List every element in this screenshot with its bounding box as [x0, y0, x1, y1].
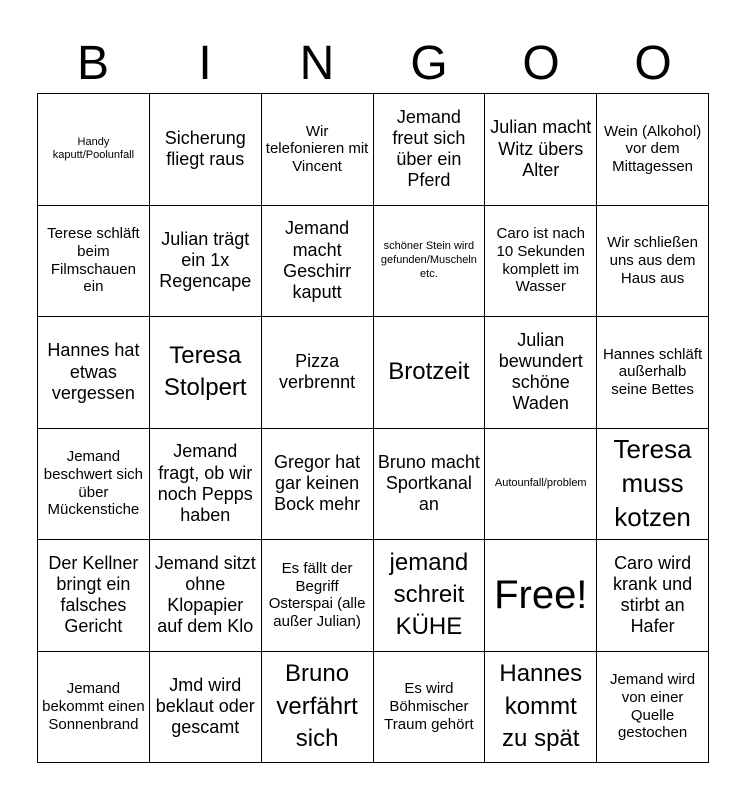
bingo-cell[interactable]: Wir telefonieren mit Vincent — [262, 94, 374, 206]
bingo-cell[interactable]: Hannes hat etwas vergessen — [38, 317, 150, 429]
header-letter-n: N — [299, 37, 335, 90]
bingo-cell[interactable]: Teresa muss kotzen — [597, 429, 709, 541]
bingo-cell[interactable]: Es fällt der Begriff Osterspai (alle außer Julian) — [262, 540, 374, 652]
bingo-cell[interactable]: Jemand sitzt ohne Klopapier auf dem Klo — [150, 540, 262, 652]
bingo-cell[interactable]: Julian macht Witz übers Alter — [485, 94, 597, 206]
bingo-cell[interactable]: schöner Stein wird gefunden/Muscheln etc. — [374, 206, 486, 318]
bingo-cell[interactable]: Sicherung fliegt raus — [150, 94, 262, 206]
bingo-cell[interactable]: Julian trägt ein 1x Regencape — [150, 206, 262, 318]
bingo-cell[interactable]: Jemand fragt, ob wir noch Pepps haben — [150, 429, 262, 541]
bingo-cell[interactable]: Wein (Alkohol) vor dem Mittagessen — [597, 94, 709, 206]
bingo-cell[interactable]: Es wird Böhmischer Traum gehört — [374, 652, 486, 764]
bingo-cell[interactable]: Gregor hat gar keinen Bock mehr — [262, 429, 374, 541]
bingo-header — [37, 34, 709, 94]
header-letter-b: B — [76, 37, 109, 90]
free-space-cell[interactable]: Free! — [485, 540, 597, 652]
bingo-cell[interactable]: Autounfall/problem — [485, 429, 597, 541]
bingo-cell[interactable]: Jemand freut sich über ein Pferd — [374, 94, 486, 206]
bingo-cell[interactable]: Jemand wird von einer Quelle gestochen — [597, 652, 709, 764]
bingo-cell[interactable]: Der Kellner bringt ein falsches Gericht — [38, 540, 150, 652]
bingo-card — [37, 93, 709, 763]
bingo-cell[interactable]: jemand schreit KÜHE — [374, 540, 486, 652]
bingo-cell[interactable]: Jemand beschwert sich über Mückenstiche — [38, 429, 150, 541]
bingo-cell[interactable]: Pizza verbrennt — [262, 317, 374, 429]
bingo-cell[interactable]: Julian bewundert schöne Waden — [485, 317, 597, 429]
bingo-cell[interactable]: Handy kaputt/Poolunfall — [38, 94, 150, 206]
bingo-cell[interactable]: Teresa Stolpert — [150, 317, 262, 429]
header-letter-g: G — [410, 37, 448, 90]
bingo-cell[interactable]: Jmd wird beklaut oder gescamt — [150, 652, 262, 764]
header-letter-o: O — [522, 37, 560, 90]
bingo-cell[interactable]: Wir schließen uns aus dem Haus aus — [597, 206, 709, 318]
bingo-cell[interactable]: Jemand bekommt einen Sonnenbrand — [38, 652, 150, 764]
header-letter-i: I — [198, 37, 212, 90]
bingo-cell[interactable]: Jemand macht Geschirr kaputt — [262, 206, 374, 318]
bingo-cell[interactable]: Bruno macht Sportkanal an — [374, 429, 486, 541]
bingo-cell[interactable]: Terese schläft beim Filmschauen ein — [38, 206, 150, 318]
bingo-cell[interactable]: Bruno verfährt sich — [262, 652, 374, 764]
bingo-cell[interactable]: Hannes kommt zu spät — [485, 652, 597, 764]
bingo-cell[interactable]: Caro ist nach 10 Sekunden komplett im Wasser — [485, 206, 597, 318]
header-letter-o-2: O — [634, 37, 672, 90]
bingo-cell[interactable]: Hannes schläft außerhalb seine Bettes — [597, 317, 709, 429]
bingo-cell[interactable]: Caro wird krank und stirbt an Hafer — [597, 540, 709, 652]
bingo-cell[interactable]: Brotzeit — [374, 317, 486, 429]
